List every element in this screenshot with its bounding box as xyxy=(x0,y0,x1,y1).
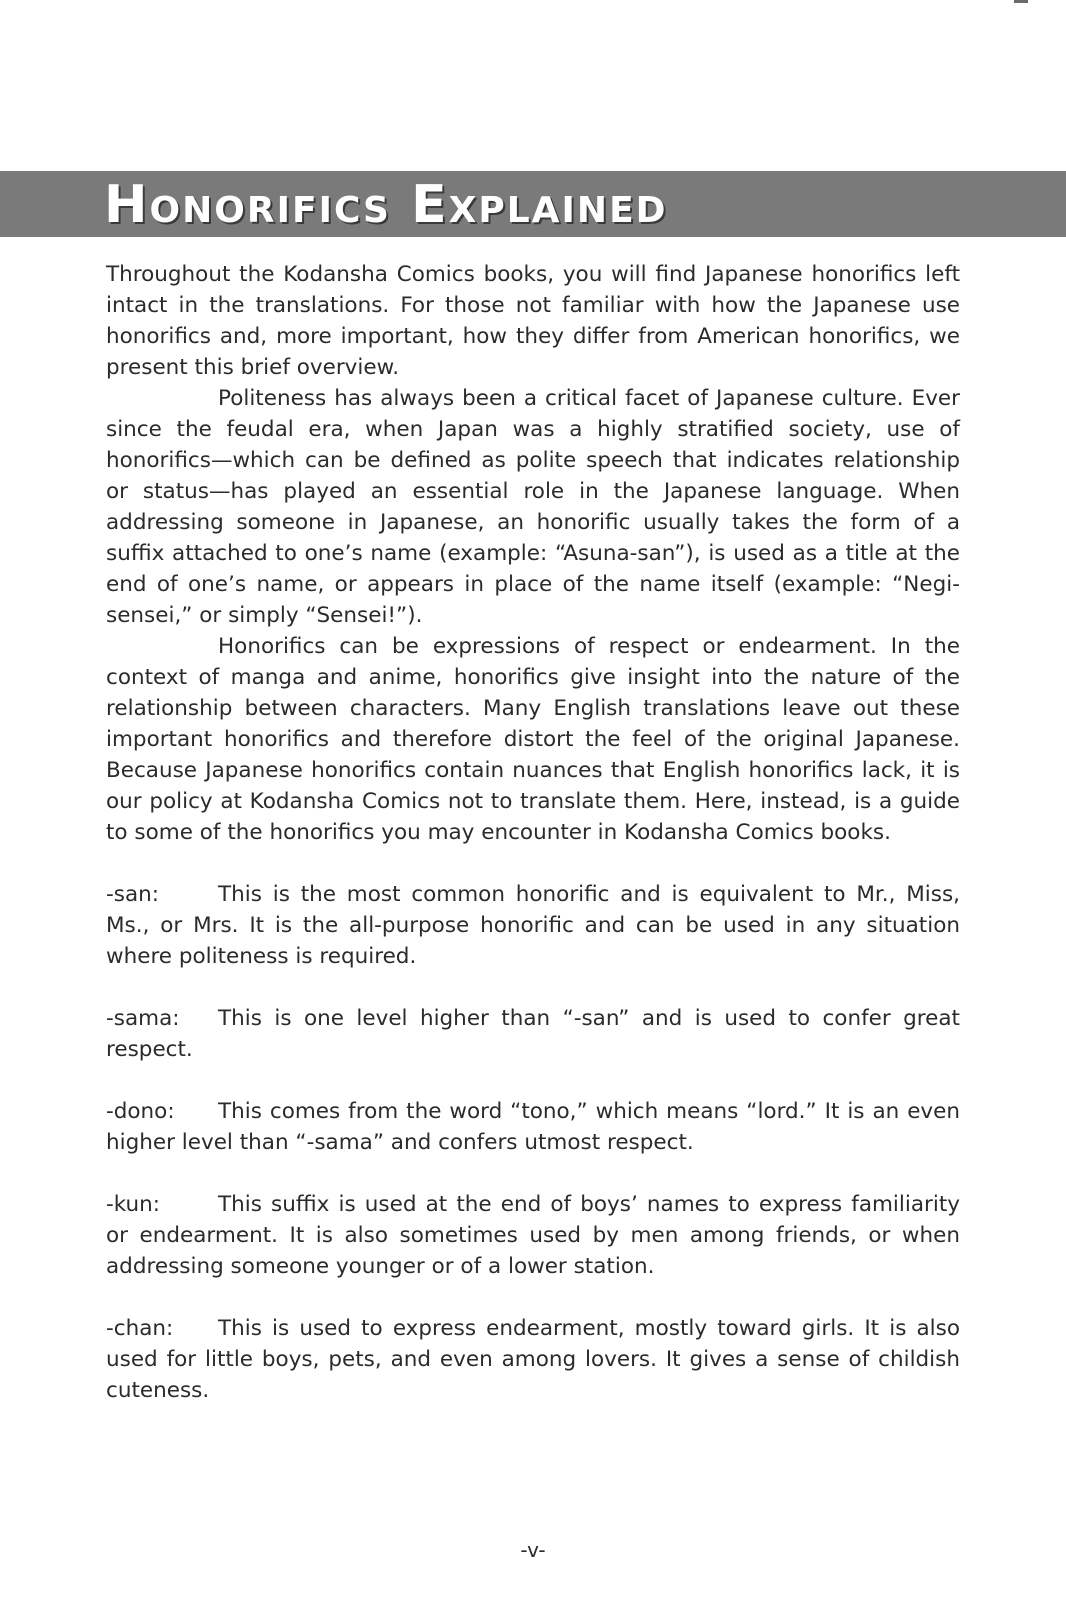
term-definition: This is used to express endearment, mostly toward girls. It is also used for little boys, pets, and even among lovers. It gives a sense of childish cuteness. xyxy=(106,1316,960,1403)
term-entry-kun xyxy=(106,1189,960,1282)
intro-paragraph: Throughout the Kodansha Comics books, you will find Japanese honorifics left intact in the translations. For those not familiar with how the Japanese use honorifics and, more important, how they differ from American honorifics, we present this brief overview. xyxy=(106,262,960,380)
term-definition: This suffix is used at the end of boys’ names to express familiarity or endearment. It is also sometimes used by men among friends, or when addressing someone younger or of a lower station. xyxy=(106,1192,960,1279)
term-definition: This is the most common honorific and is equivalent to Mr., Miss, Ms., or Mrs. It is the all-purpose honorific and can be used in any situation where politeness is required. xyxy=(106,882,960,969)
document-body xyxy=(106,259,960,1406)
corner-mark xyxy=(1014,0,1028,3)
term-definition: This is one level higher than “-san” and is used to confer great respect. xyxy=(106,1006,960,1062)
term-label: -kun: xyxy=(106,1192,161,1217)
term-label: -san: xyxy=(106,882,160,907)
title-banner xyxy=(0,171,1066,237)
term-label: -chan: xyxy=(106,1316,174,1341)
term-entry-san xyxy=(106,879,960,972)
term-entry-dono xyxy=(106,1096,960,1158)
term-entry-chan xyxy=(106,1313,960,1406)
term-label: -sama: xyxy=(106,1006,180,1031)
page-number: -v- xyxy=(520,1538,546,1562)
respect-paragraph: Honorifics can be expressions of respect or endearment. In the context of manga and anime, honorifics give insight into the nature of the relationship between characters. Many English translations leave out these important honorifics and therefore distort the feel of the original Japanese. Because Japanese honorifics contain nuances that English honorifics lack, it is our policy at Kodansha Comics not to translate them. Here, instead, is a guide to some of the honorifics you may encounter in Kodansha Comics books. xyxy=(106,634,960,845)
politeness-paragraph: Politeness has always been a critical facet of Japanese culture. Ever since the feudal era, when Japan was a highly stratified society, use of honorifics—which can be defined as polite speech that indicates relationship or status—has played an essential role in the Japanese language. When addressing someone in Japanese, an honorific usually takes the form of a suffix attached to one’s name (example: “Asuna-san”), is used as a title at the end of one’s name, or appears in place of the name itself (example: “Negi-sensei,” or simply “Sensei!”). xyxy=(106,386,960,628)
term-entry-sama xyxy=(106,1003,960,1065)
term-definition: This comes from the word “tono,” which means “lord.” It is an even higher level than “-sama” and confers utmost respect. xyxy=(106,1099,960,1155)
term-label: -dono: xyxy=(106,1099,175,1124)
page-title: Honorifics Explained xyxy=(104,175,668,235)
